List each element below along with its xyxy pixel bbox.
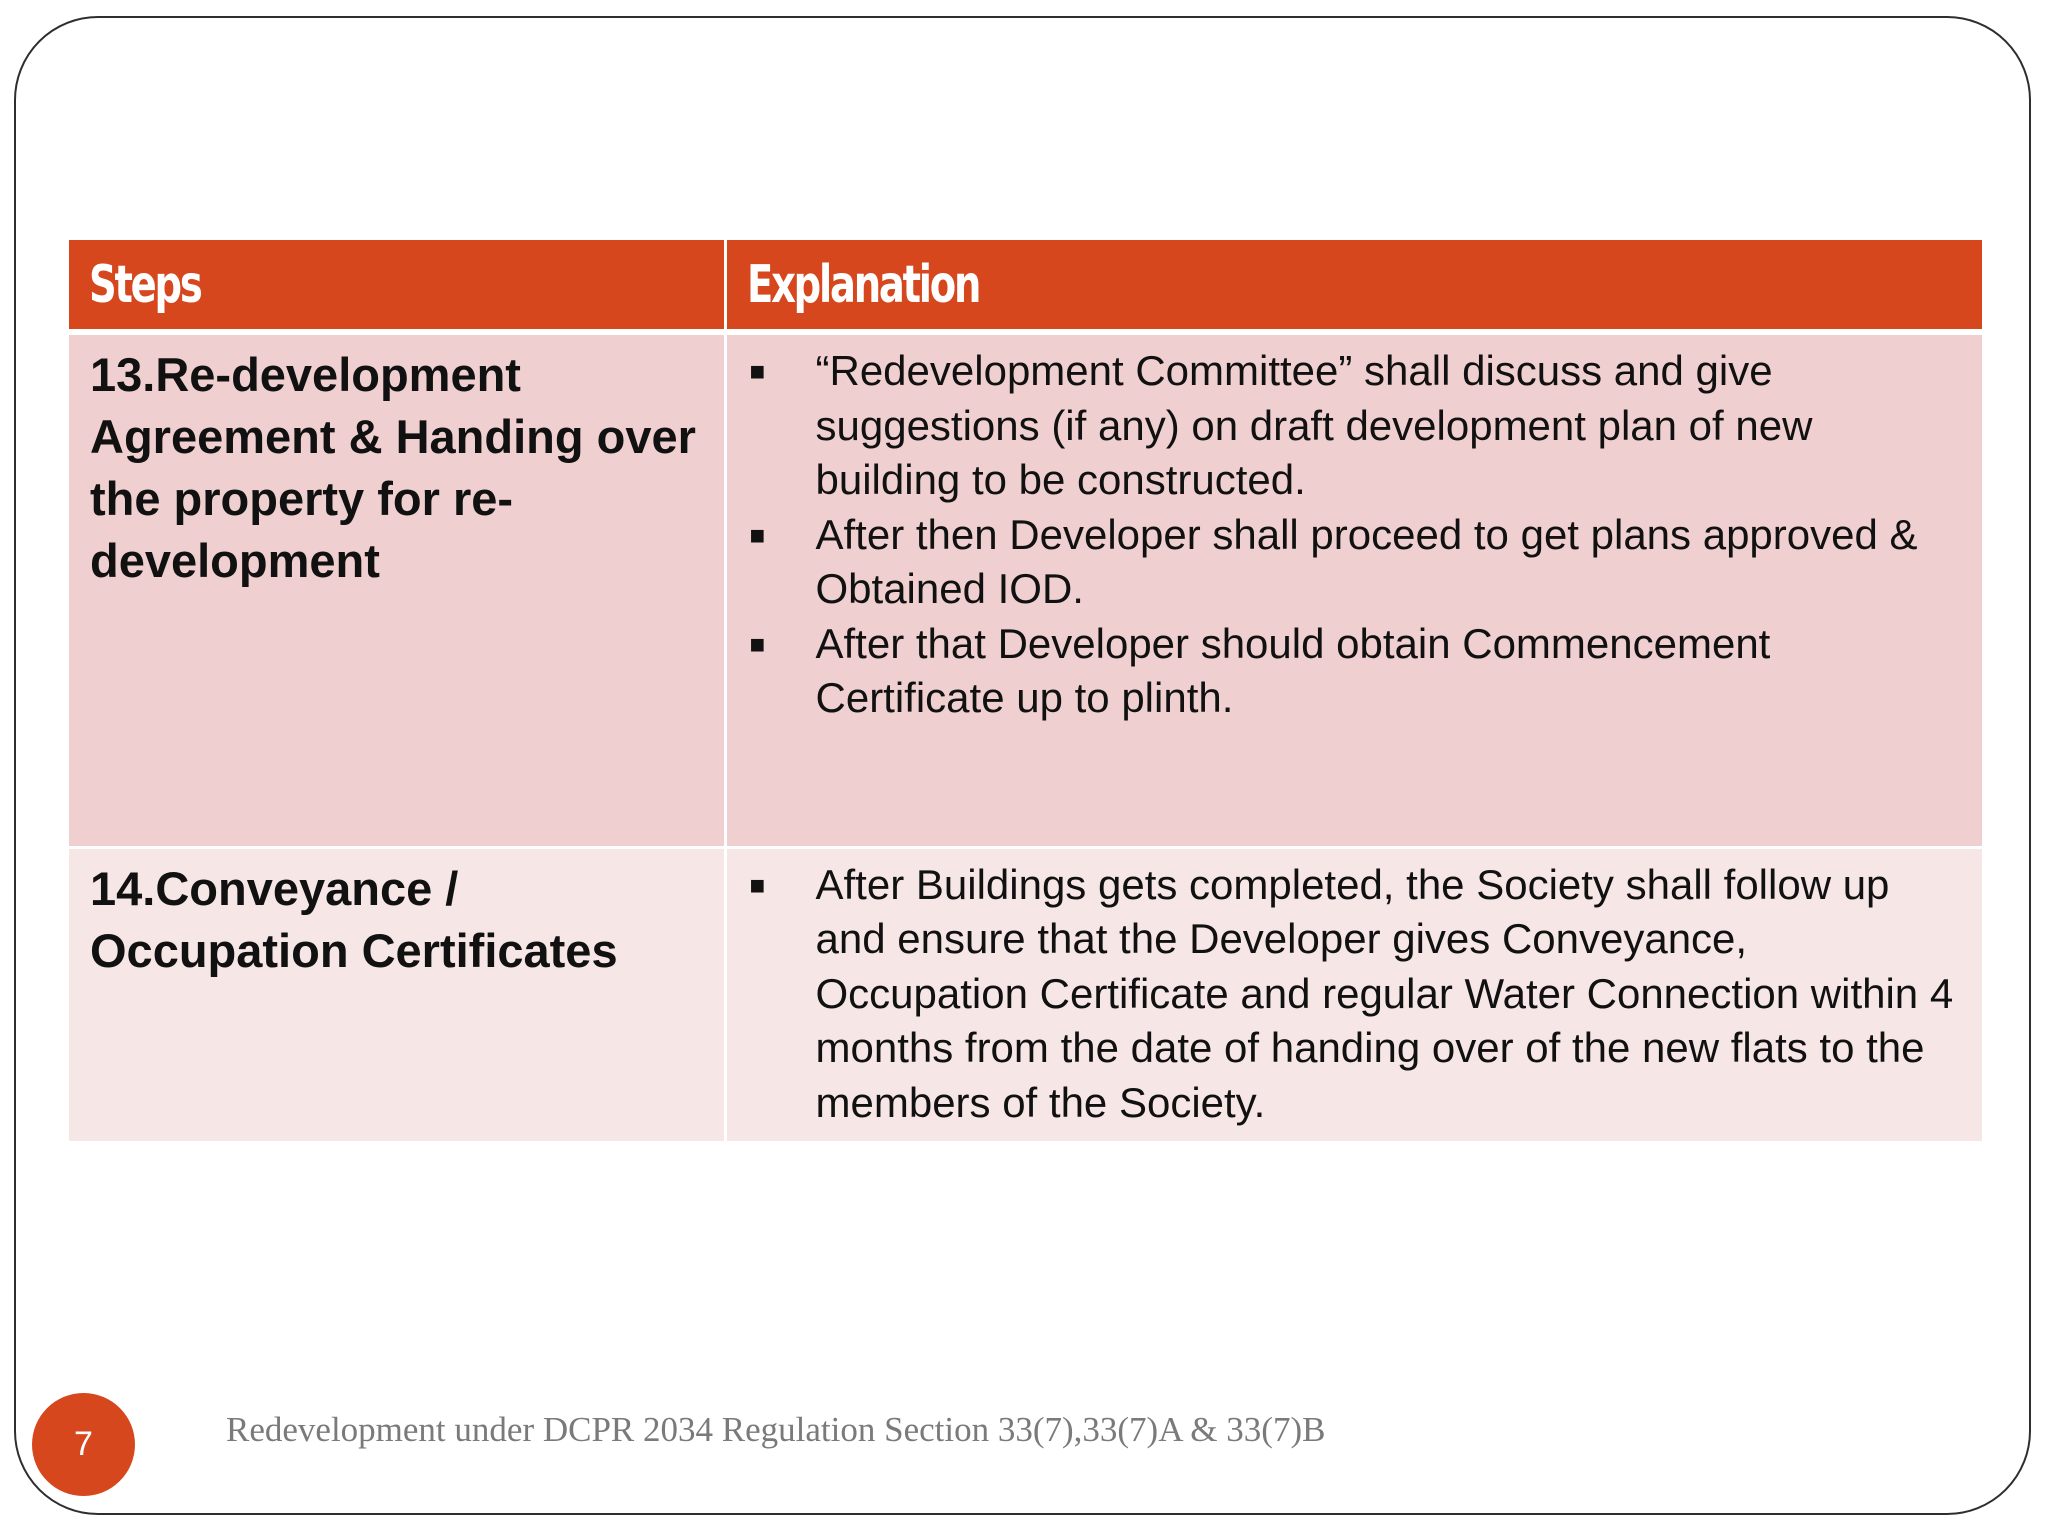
- bullet-text: After then Developer shall proceed to get plans approved & Obtained IOD.: [815, 510, 1918, 612]
- square-bullet-icon: ■: [749, 519, 766, 550]
- square-bullet-icon: ■: [749, 356, 766, 386]
- bullet-list: [728, 850, 1982, 1131]
- step-title: 14.Conveyance / Occupation Certificates: [90, 861, 618, 977]
- bullet-item: [748, 508, 1968, 617]
- bullet-text: After Buildings gets completed, the Society shall follow up and ensure that the Developer gives Conveyance, Occupation Certificate and regular Water Connection within 4 months from the date of handing over of the new flats to the members of the Society.: [815, 860, 1954, 1126]
- bullet-text: “Redevelopment Committee” shall discuss and give suggestions (if any) on draft development plan of new building to be constructed.: [815, 347, 1813, 503]
- explanation-cell: [725, 847, 1982, 1142]
- steps-table: [69, 240, 1982, 1144]
- step-cell: [69, 847, 725, 1142]
- bullet-text: After that Developer should obtain Commencement Certificate up to plinth.: [815, 619, 1771, 721]
- bullet-list: [728, 336, 1982, 726]
- bullet-item: [748, 344, 1968, 508]
- table-row: [69, 332, 1982, 847]
- table-row: [69, 847, 1982, 1142]
- step-cell: [69, 332, 725, 847]
- footer-text: Redevelopment under DCPR 2034 Regulation Section 33(7),33(7)A & 33(7)B: [226, 1410, 1326, 1449]
- header-steps: Steps: [69, 240, 725, 332]
- square-bullet-icon: ■: [749, 628, 766, 659]
- page-number-badge: [32, 1393, 135, 1496]
- table-header-row: [69, 240, 1982, 332]
- bullet-item: [748, 858, 1968, 1131]
- page-number: 7: [74, 1425, 93, 1463]
- explanation-cell: [725, 332, 1982, 847]
- square-bullet-icon: ■: [749, 869, 766, 900]
- bullet-item: [748, 617, 1968, 726]
- header-explanation: Explanation: [725, 240, 1982, 332]
- step-title: 13.Re-development Agreement & Handing over the property for re-development: [90, 348, 696, 587]
